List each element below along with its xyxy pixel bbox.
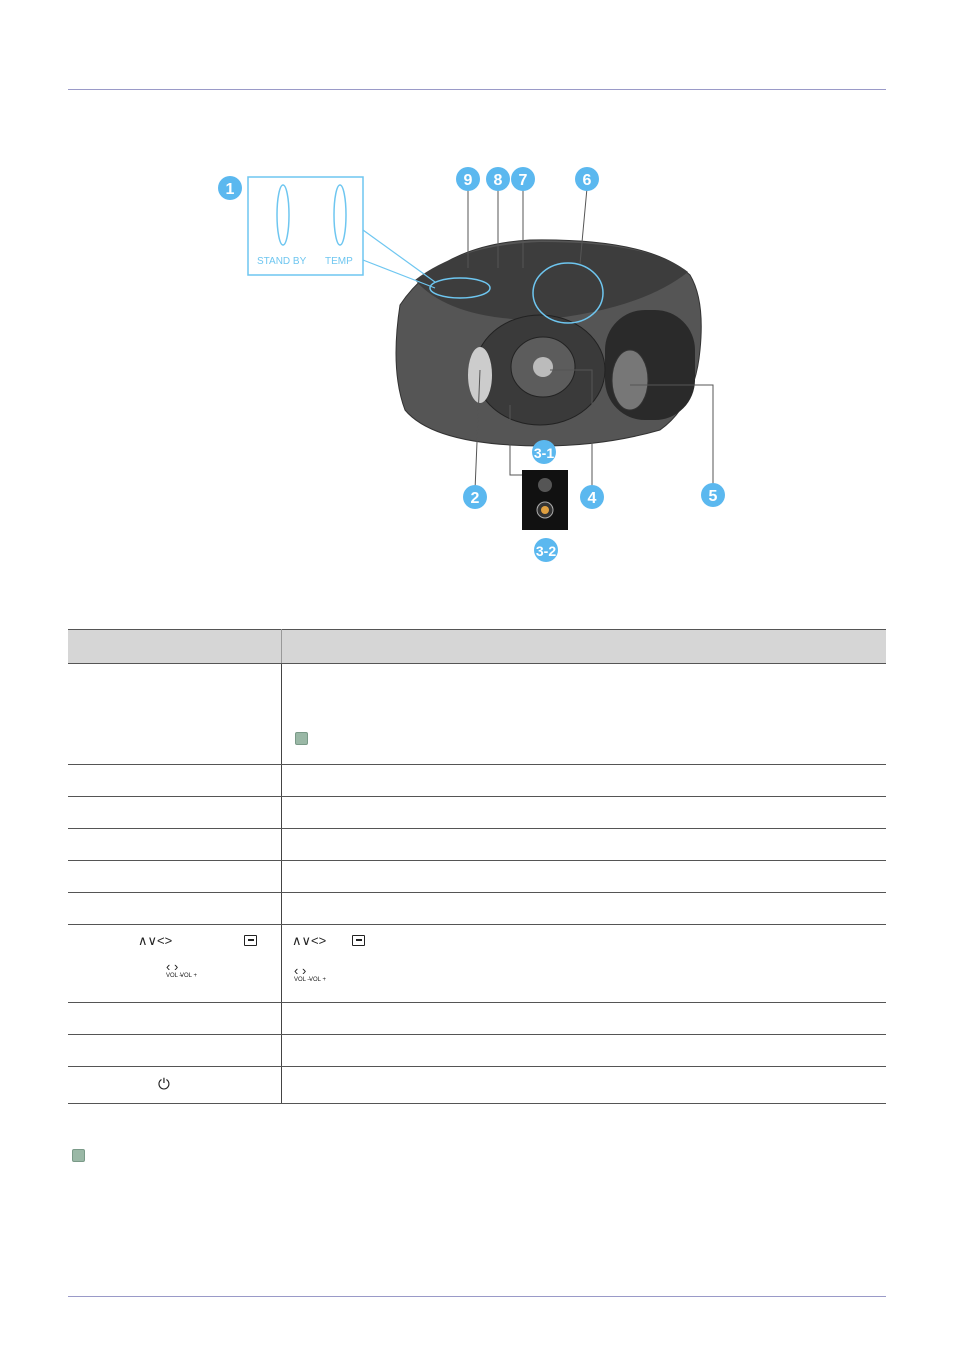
table-cell bbox=[282, 861, 887, 893]
table-header-name bbox=[68, 630, 282, 664]
table-cell bbox=[282, 797, 887, 829]
callout-8 bbox=[486, 167, 510, 191]
table-cell bbox=[68, 1035, 282, 1067]
table-cell bbox=[68, 797, 282, 829]
callout-7 bbox=[511, 167, 535, 191]
svg-text:2: 2 bbox=[470, 490, 480, 507]
table-row bbox=[68, 893, 886, 925]
table-cell bbox=[282, 765, 887, 797]
table-cell bbox=[282, 893, 887, 925]
table-header-description bbox=[282, 630, 887, 664]
svg-text:9: 9 bbox=[463, 172, 473, 189]
svg-text:1: 1 bbox=[225, 181, 235, 198]
arrow-icon: ∧∨<> bbox=[292, 933, 327, 948]
table-row bbox=[68, 1035, 886, 1067]
top-rule bbox=[68, 89, 886, 90]
table-header-row bbox=[68, 630, 886, 664]
svg-text:4: 4 bbox=[587, 490, 597, 507]
table-cell bbox=[68, 1067, 282, 1104]
vol-icon: ‹ › bbox=[294, 963, 307, 978]
side-dial bbox=[612, 350, 648, 410]
table-row bbox=[68, 861, 886, 893]
svg-text:6: 6 bbox=[582, 172, 592, 189]
bottom-rule bbox=[68, 1296, 886, 1297]
svg-text:8: 8 bbox=[493, 172, 503, 189]
callout-5 bbox=[701, 483, 725, 507]
svg-text:7: 7 bbox=[518, 172, 528, 189]
standby-indicator bbox=[277, 185, 289, 245]
vol-minus-icon: VOL – bbox=[294, 977, 311, 983]
vol-minus-icon: VOL – bbox=[166, 973, 183, 979]
callout-1 bbox=[218, 176, 242, 200]
callout-4 bbox=[580, 485, 604, 509]
projector-figure bbox=[210, 160, 730, 570]
table-row bbox=[68, 664, 886, 765]
table-cell bbox=[68, 664, 282, 765]
table-row bbox=[68, 925, 886, 1003]
vol-plus-icon: VOL + bbox=[309, 977, 326, 983]
vol-icon: ‹ › bbox=[166, 959, 179, 974]
table-cell bbox=[282, 925, 887, 1003]
standby-label: STAND BY bbox=[257, 256, 307, 267]
callout-6 bbox=[575, 167, 599, 191]
svg-text:3-1: 3-1 bbox=[533, 445, 555, 461]
table-row bbox=[68, 1067, 886, 1104]
power-icon: ⏻ bbox=[158, 1076, 170, 1093]
temp-label: TEMP bbox=[325, 256, 353, 267]
temp-indicator bbox=[334, 185, 346, 245]
table-cell bbox=[282, 664, 887, 765]
table-row bbox=[68, 1003, 886, 1035]
table-cell bbox=[68, 1003, 282, 1035]
table-cell bbox=[282, 1003, 887, 1035]
svg-text:5: 5 bbox=[708, 488, 718, 505]
table-cell bbox=[282, 829, 887, 861]
table-row bbox=[68, 765, 886, 797]
lens-center bbox=[533, 357, 553, 377]
table-cell bbox=[68, 765, 282, 797]
table-cell bbox=[68, 925, 282, 1003]
svg-text:3-2: 3-2 bbox=[535, 543, 557, 559]
vol-plus-icon: VOL + bbox=[180, 973, 197, 979]
callout-3-2 bbox=[534, 538, 558, 562]
callout-2 bbox=[463, 485, 487, 509]
note-icon bbox=[72, 1149, 85, 1162]
table-cell bbox=[68, 861, 282, 893]
table-cell bbox=[68, 893, 282, 925]
table-cell bbox=[68, 829, 282, 861]
callout-9 bbox=[456, 167, 480, 191]
source-icon bbox=[244, 935, 257, 946]
arrow-icon: ∧∨<> bbox=[138, 933, 173, 948]
table-cell bbox=[282, 1067, 887, 1104]
note-icon bbox=[295, 732, 308, 745]
table-row bbox=[68, 829, 886, 861]
callout-3-1 bbox=[532, 440, 556, 464]
table-row bbox=[68, 797, 886, 829]
table-cell bbox=[282, 1035, 887, 1067]
parts-table bbox=[68, 629, 886, 1104]
source-icon bbox=[352, 935, 365, 946]
